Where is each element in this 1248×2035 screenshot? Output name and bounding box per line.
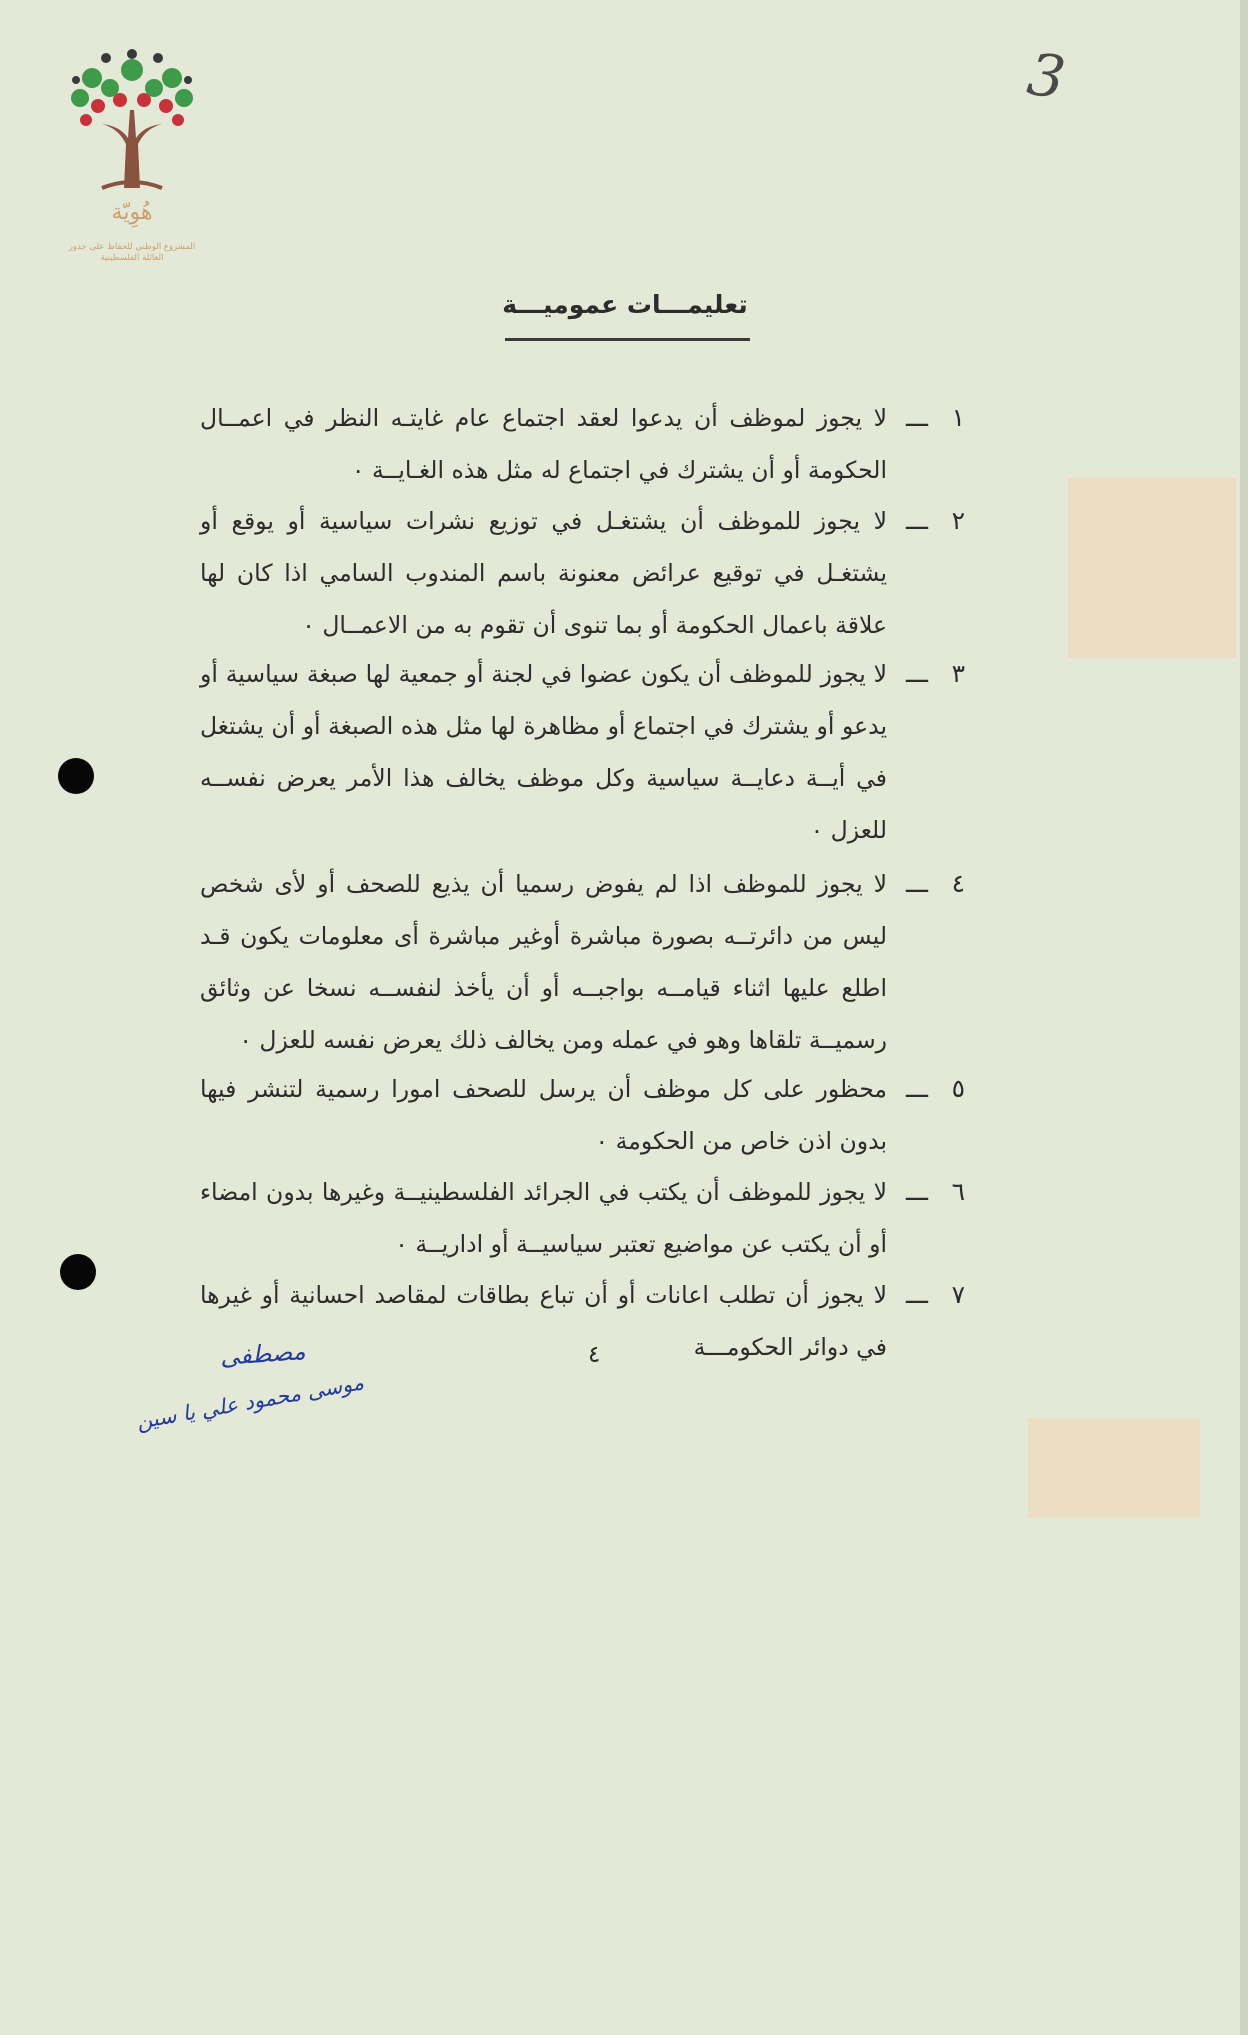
logo-tagline: المشروع الوطني للحفاظ على جذور العائلة الفلسطينية xyxy=(68,242,196,263)
instruction-item xyxy=(200,1063,965,1167)
heritage-logo xyxy=(62,48,202,288)
punch-hole xyxy=(60,1254,96,1290)
item-number: ٢ xyxy=(951,506,965,535)
instruction-item xyxy=(200,858,965,1066)
item-number: ٣ xyxy=(951,659,965,688)
item-text: لا يجوز للموظف أن يكتب في الجرائد الفلسطينيــة وغيرها بدون امضاء أو أن يكتب عن مواضيع تعتبر سياسيــة أو اداريــة ٠ xyxy=(200,1178,887,1258)
item-dash: ـــ xyxy=(906,869,928,898)
document-title: تعليمـــات عموميـــة xyxy=(502,290,748,319)
instruction-item xyxy=(200,648,965,856)
item-text: محظور على كل موظف أن يرسل للصحف امورا رسمية لتنشر فيها بدون اذن خاص من الحكومة ٠ xyxy=(200,1075,887,1155)
item-text: لا يجوز للموظف أن يشتغـل في توزيع نشرات سياسية أو يوقع أو يشتغـل في توقيع عرائض معنونة باسم المندوب السامي اذا كان لها علاقة باعمال الحكومة أو بما تنوى أن تقوم به من الاعمــال ٠ xyxy=(200,507,887,639)
instruction-item xyxy=(200,1166,965,1270)
instruction-item xyxy=(200,392,965,496)
item-dash: ـــ xyxy=(906,659,928,688)
instruction-item xyxy=(200,495,965,651)
item-dash: ـــ xyxy=(906,1177,928,1206)
item-number: ٧ xyxy=(951,1280,965,1309)
paper-stain xyxy=(1068,478,1236,658)
instruction-item xyxy=(200,1269,965,1373)
item-dash: ـــ xyxy=(906,506,928,535)
title-underline xyxy=(505,338,750,341)
item-text: لا يجوز للموظف اذا لم يفوض رسميا أن يذيع للصحف أو لأى شخص ليس من دائرتــه بصورة مباشرة أوغير مباشرة أى معلومات يكون قـد اطلع عليها اثناء قيامــه بواجبــه أو أن يأخذ لنفســه نسخا عن وثائق رسميــة تلقاها وهو في عمله ومن يخالف ذلك يعرض نفسه للعزل ٠ xyxy=(200,870,887,1054)
item-dash: ـــ xyxy=(906,403,928,432)
paper-stain xyxy=(1028,1418,1200,1518)
page-edge xyxy=(1240,0,1248,2035)
item-number: ١ xyxy=(951,403,965,432)
item-text: لا يجوز لموظف أن يدعوا لعقد اجتماع عام غايتـه النظر في اعمــال الحكومة أو أن يشترك في اجتماع له مثل هذه الغـايــة ٠ xyxy=(200,404,887,484)
item-dash: ـــ xyxy=(906,1280,928,1309)
logo-name: هُوِيّة xyxy=(111,200,153,225)
signature: موسى محمود علي يا سين xyxy=(134,1370,366,1434)
item-number: ٤ xyxy=(951,869,965,898)
page-number: 3 xyxy=(1023,39,1070,113)
item-number: ٥ xyxy=(951,1074,965,1103)
signature: مصطفى xyxy=(219,1337,307,1371)
item-text: لا يجوز أن تطلب اعانات أو أن تباع بطاقات لمقاصد احسانية أو غيرها في دوائر الحكومـــة xyxy=(200,1281,887,1361)
item-number: ٦ xyxy=(951,1177,965,1206)
family-tree-icon xyxy=(62,48,202,198)
item-dash: ـــ xyxy=(906,1074,928,1103)
punch-hole xyxy=(58,758,94,794)
footer-mark: ٤ xyxy=(588,1342,601,1368)
item-text: لا يجوز للموظف أن يكون عضوا في لجنة أو جمعية لها صبغة سياسية أو يدعو أو يشترك في اجتماع أو مظاهرة لها مثل هذه الصبغة أو أن يشتغل في أيــة دعايــة سياسية وكل موظف يخالف هذا الأمر يعرض نفســه للعزل ٠ xyxy=(200,660,887,844)
